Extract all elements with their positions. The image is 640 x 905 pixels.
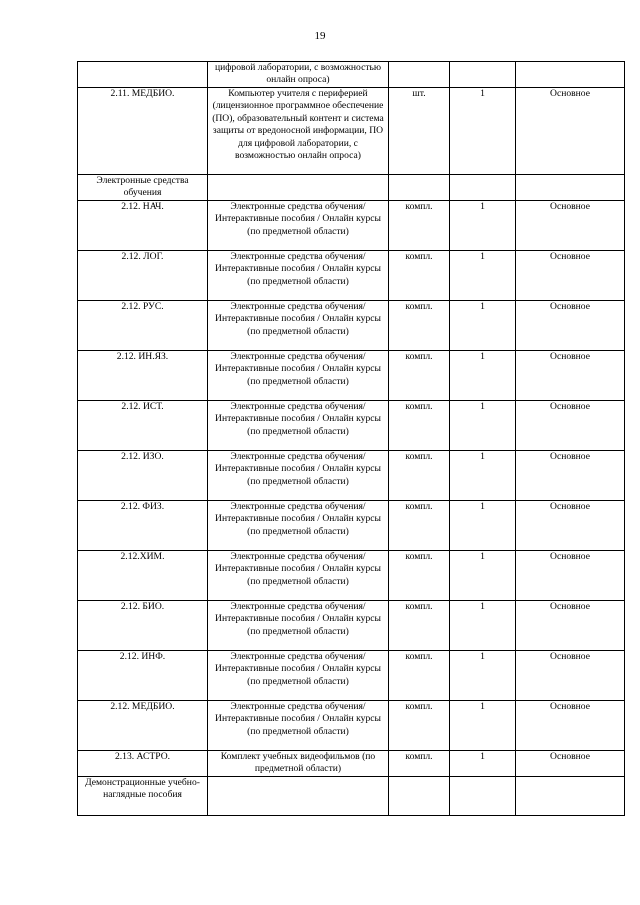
description-cell: Электронные средства обучения/Интерактивные пособия / Онлайн курсы (по предметной области): [208, 500, 389, 550]
unit-cell: компл.: [389, 700, 450, 750]
quantity-cell: 1: [450, 250, 516, 300]
code-cell: 2.11. МЕДБИО.: [78, 88, 208, 175]
unit-cell: шт.: [389, 88, 450, 175]
code-cell: 2.12. ИН.ЯЗ.: [78, 350, 208, 400]
type-cell: Основное: [516, 200, 625, 250]
unit-cell: компл.: [389, 350, 450, 400]
unit-cell: [389, 175, 450, 201]
quantity-cell: [450, 776, 516, 815]
table-row: [78, 88, 625, 175]
unit-cell: [389, 776, 450, 815]
code-cell: 2.12.ХИМ.: [78, 550, 208, 600]
type-cell: Основное: [516, 450, 625, 500]
unit-cell: компл.: [389, 750, 450, 776]
table-row: [78, 450, 625, 500]
table-row: [78, 650, 625, 700]
code-cell: 2.12. ФИЗ.: [78, 500, 208, 550]
description-cell: Электронные средства обучения/Интерактивные пособия / Онлайн курсы (по предметной области): [208, 650, 389, 700]
table-row: [78, 350, 625, 400]
quantity-cell: [450, 175, 516, 201]
type-cell: Основное: [516, 600, 625, 650]
quantity-cell: 1: [450, 500, 516, 550]
description-cell: Электронные средства обучения/Интерактивные пособия / Онлайн курсы (по предметной области): [208, 300, 389, 350]
description-cell: Электронные средства обучения/Интерактивные пособия / Онлайн курсы (по предметной области): [208, 350, 389, 400]
unit-cell: компл.: [389, 500, 450, 550]
quantity-cell: [450, 62, 516, 88]
code-cell: 2.12. РУС.: [78, 300, 208, 350]
page-number: 19: [314, 30, 326, 42]
description-cell: Электронные средства обучения/Интерактивные пособия / Онлайн курсы (по предметной области): [208, 450, 389, 500]
code-cell: 2.12. БИО.: [78, 600, 208, 650]
type-cell: Основное: [516, 550, 625, 600]
table-row: [78, 300, 625, 350]
description-cell: Электронные средства обучения/Интерактивные пособия / Онлайн курсы (по предметной области): [208, 600, 389, 650]
type-cell: [516, 776, 625, 815]
unit-cell: компл.: [389, 600, 450, 650]
type-cell: [516, 175, 625, 201]
code-cell: [78, 62, 208, 88]
description-cell: Электронные средства обучения/Интерактивные пособия / Онлайн курсы (по предметной области): [208, 250, 389, 300]
table-row: [78, 500, 625, 550]
type-cell: Основное: [516, 400, 625, 450]
quantity-cell: 1: [450, 750, 516, 776]
unit-cell: компл.: [389, 250, 450, 300]
section-title: Электронные средства обучения: [78, 175, 208, 201]
unit-cell: компл.: [389, 400, 450, 450]
type-cell: Основное: [516, 88, 625, 175]
description-cell: [208, 175, 389, 201]
unit-cell: компл.: [389, 200, 450, 250]
description-cell: [208, 776, 389, 815]
table-row: [78, 550, 625, 600]
code-cell: 2.12. МЕДБИО.: [78, 700, 208, 750]
unit-cell: компл.: [389, 450, 450, 500]
quantity-cell: 1: [450, 350, 516, 400]
type-cell: Основное: [516, 650, 625, 700]
quantity-cell: 1: [450, 450, 516, 500]
description-cell: Электронные средства обучения/Интерактивные пособия / Онлайн курсы (по предметной области): [208, 550, 389, 600]
table-row: [78, 400, 625, 450]
description-cell: Электронные средства обучения/Интерактивные пособия / Онлайн курсы (по предметной области): [208, 700, 389, 750]
type-cell: Основное: [516, 750, 625, 776]
quantity-cell: 1: [450, 550, 516, 600]
code-cell: 2.12. ИСТ.: [78, 400, 208, 450]
unit-cell: [389, 62, 450, 88]
type-cell: Основное: [516, 500, 625, 550]
table-row: [78, 200, 625, 250]
section-row: [78, 175, 625, 201]
description-cell: Электронные средства обучения/Интерактивные пособия / Онлайн курсы (по предметной области): [208, 400, 389, 450]
table-row: [78, 250, 625, 300]
description-cell: Электронные средства обучения/Интерактивные пособия / Онлайн курсы (по предметной области): [208, 200, 389, 250]
unit-cell: компл.: [389, 550, 450, 600]
code-cell: 2.12. ИНФ.: [78, 650, 208, 700]
table-row: [78, 600, 625, 650]
quantity-cell: 1: [450, 650, 516, 700]
unit-cell: компл.: [389, 650, 450, 700]
description-cell: Комплект учебных видеофильмов (по предметной области): [208, 750, 389, 776]
quantity-cell: 1: [450, 200, 516, 250]
description-cell: цифровой лаборатории, с возможностью онлайн опроса): [208, 62, 389, 88]
section-row: [78, 776, 625, 815]
table-row: [78, 700, 625, 750]
section-title: Демонстрационные учебно-наглядные пособия: [78, 776, 208, 815]
code-cell: 2.12. ЛОГ.: [78, 250, 208, 300]
description-cell: Компьютер учителя с периферией (лицензионное программное обеспечение (ПО), образовательный контент и система защиты от вредоносной информации, ПО для цифровой лаборатории, с возможностью онлайн опроса): [208, 88, 389, 175]
code-cell: 2.12. ИЗО.: [78, 450, 208, 500]
code-cell: 2.13. АСТРО.: [78, 750, 208, 776]
equipment-table: [77, 61, 625, 816]
type-cell: Основное: [516, 700, 625, 750]
quantity-cell: 1: [450, 700, 516, 750]
quantity-cell: 1: [450, 600, 516, 650]
table-row: [78, 62, 625, 88]
quantity-cell: 1: [450, 88, 516, 175]
quantity-cell: 1: [450, 300, 516, 350]
unit-cell: компл.: [389, 300, 450, 350]
type-cell: Основное: [516, 250, 625, 300]
type-cell: Основное: [516, 350, 625, 400]
table-row: [78, 750, 625, 776]
quantity-cell: 1: [450, 400, 516, 450]
type-cell: Основное: [516, 300, 625, 350]
code-cell: 2.12. НАЧ.: [78, 200, 208, 250]
type-cell: [516, 62, 625, 88]
